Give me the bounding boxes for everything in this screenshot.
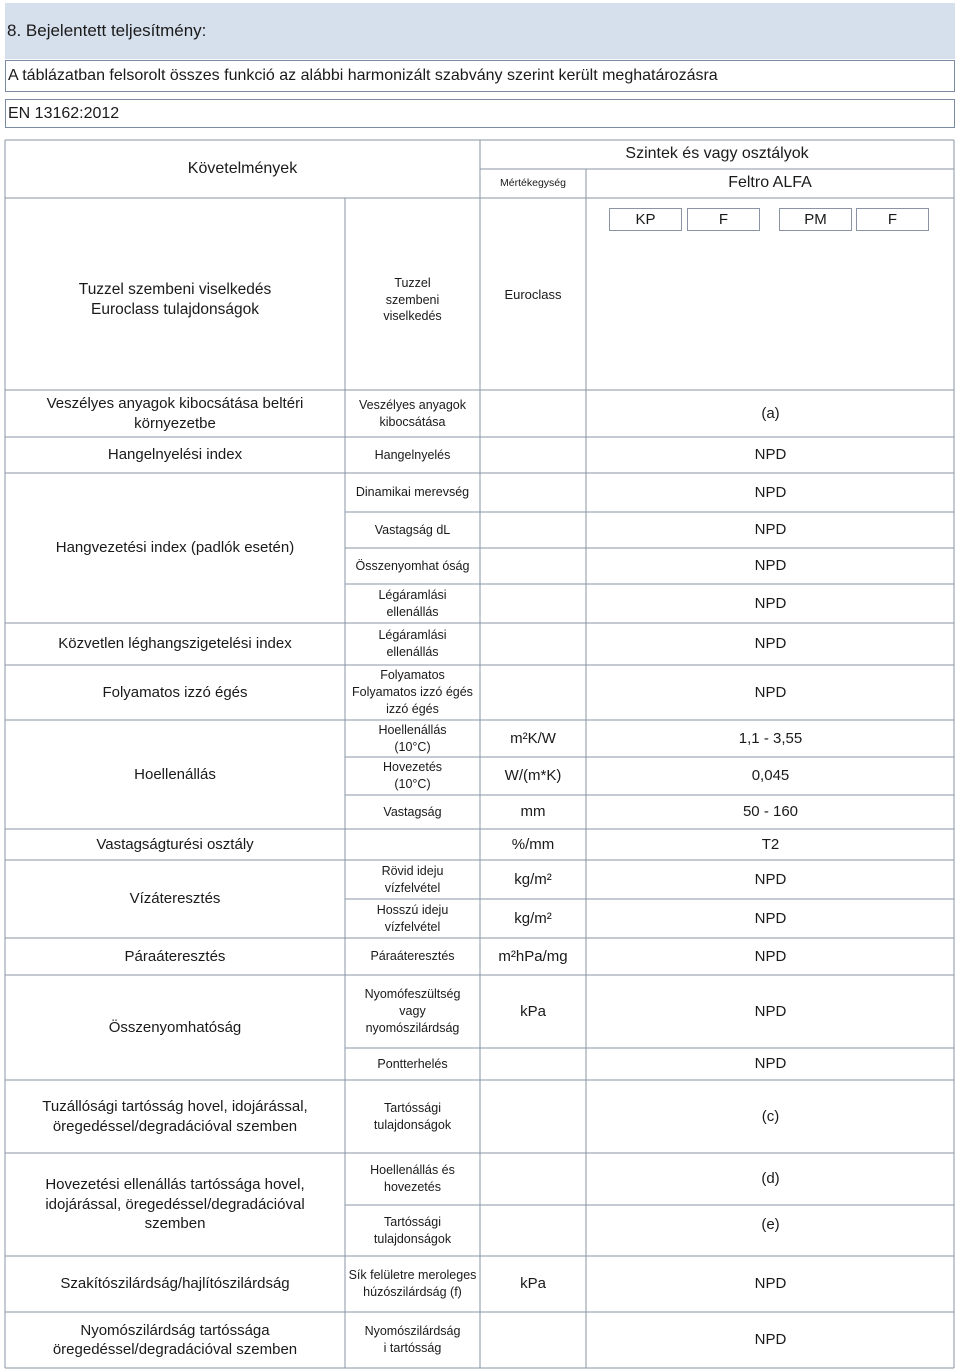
tolerance-unit: %/mm xyxy=(511,835,555,853)
airflow-characteristic-2: Légáramlási ellenállás xyxy=(378,628,447,659)
thickness-value: 50 - 160 xyxy=(742,803,799,821)
hazardous-requirement: Veszélyes anyagok kibocsátása beltéri környezetbe xyxy=(46,395,304,432)
tensile-strength-value: NPD xyxy=(754,1275,787,1293)
header-unit: Mértékegység xyxy=(500,176,566,189)
compressibility-characteristic: Összenyomhat óság xyxy=(355,558,470,573)
thickness-characteristic: Vastagság xyxy=(383,804,442,819)
vapour-permeability-value: NPD xyxy=(754,947,787,965)
thermal-conductivity-value: 0,045 xyxy=(751,767,790,785)
short-term-water-unit: kg/m² xyxy=(514,870,552,888)
thickness-unit: mm xyxy=(520,803,546,821)
thermal-durability-value-2: (e) xyxy=(761,1216,780,1234)
variant-f1: F xyxy=(687,208,760,231)
hazardous-value: (a) xyxy=(761,404,780,422)
airflow-characteristic-1: Légáramlási ellenállás xyxy=(378,587,447,619)
vapour-permeability-requirement: Páraáteresztés xyxy=(124,947,226,965)
point-load-characteristic: Pontterhelés xyxy=(377,1056,448,1071)
short-term-water-characteristic: Rövid ideju vízfelvétel xyxy=(381,863,444,895)
fire-unit: Euroclass xyxy=(504,286,562,302)
water-permeability-requirement: Vízáteresztés xyxy=(129,890,221,908)
airflow-value-1: NPD xyxy=(754,594,787,612)
header-levels: Szintek és vagy osztályok xyxy=(625,145,809,163)
dynamic-stiffness-characteristic: Dinamikai merevség xyxy=(355,485,470,500)
absorption-requirement: Hangelnyelési index xyxy=(107,446,243,464)
thermal-resistance-requirement: Hoellenállás xyxy=(134,765,216,783)
section-title: 8. Bejelentett teljesítmény: xyxy=(5,3,955,59)
point-load-value: NPD xyxy=(754,1055,787,1073)
long-term-water-unit: kg/m² xyxy=(514,909,552,927)
thermal-durability-characteristic-2: Tartóssági tulajdonságok xyxy=(373,1214,452,1246)
variant-kp: KP xyxy=(609,208,682,231)
absorption-characteristic: Hangelnyelés xyxy=(374,447,451,462)
header-requirements: Követelmények xyxy=(187,159,298,177)
thickness-dl-characteristic: Vastagság dL xyxy=(374,522,451,537)
impact-sound-requirement: Hangvezetési index (padlók esetén) xyxy=(55,539,295,557)
hazardous-characteristic: Veszélyes anyagok kibocsátása xyxy=(358,397,466,429)
tensile-strength-unit: kPa xyxy=(520,1275,546,1293)
thermal-resistance-value: 1,1 - 3,55 xyxy=(738,729,803,747)
absorption-value: NPD xyxy=(754,446,787,464)
dynamic-stiffness-value: NPD xyxy=(754,483,787,501)
thermal-durability-value-1: (d) xyxy=(761,1170,780,1188)
compressive-durability-characteristic: Nyomószilárdság i tartósság xyxy=(364,1324,461,1355)
compressive-stress-characteristic: Nyomófeszültség vagy nyomószilárdság xyxy=(364,987,461,1035)
glowing-combustion-value: NPD xyxy=(754,683,787,701)
tolerance-requirement: Vastagságturési osztály xyxy=(96,835,254,853)
thermal-conductivity-unit: W/(m*K) xyxy=(504,767,562,785)
short-term-water-value: NPD xyxy=(754,870,787,888)
tensile-strength-characteristic: Sík felületre meroleges húzószilárdság (f) xyxy=(348,1268,477,1299)
compressive-stress-unit: kPa xyxy=(520,1002,546,1020)
fire-durability-characteristic: Tartóssági tulajdonságok xyxy=(373,1100,452,1132)
long-term-water-characteristic: Hosszú ideju vízfelvétel xyxy=(376,902,449,934)
tolerance-value: T2 xyxy=(761,835,780,853)
variant-pm: PM xyxy=(779,208,852,231)
fire-requirement: Tuzzel szembeni viselkedés Euroclass tulajdonságok xyxy=(78,280,272,318)
compressibility-value: NPD xyxy=(754,557,787,575)
tensile-strength-requirement: Szakítószilárdság/hajlítószilárdság xyxy=(60,1275,290,1293)
thickness-dl-value: NPD xyxy=(754,521,787,539)
glowing-combustion-requirement: Folyamatos izzó égés xyxy=(102,683,248,701)
header-product: Feltro ALFA xyxy=(728,174,812,192)
glowing-combustion-characteristic: Folyamatos Folyamatos izzó égés izzó égés xyxy=(352,668,473,716)
fire-durability-requirement: Tuzállósági tartósság hovel, idojárással, öregedéssel/degradációval szemben xyxy=(42,1098,308,1135)
variant-f2: F xyxy=(856,208,929,231)
long-term-water-value: NPD xyxy=(754,909,787,927)
fire-durability-value: (c) xyxy=(761,1107,780,1125)
compressive-durability-value: NPD xyxy=(754,1331,787,1349)
compressive-durability-requirement: Nyomószilárdság tartóssága öregedéssel/degradációval szemben xyxy=(52,1321,298,1358)
fire-characteristic: Tuzzel szembeni viselkedés xyxy=(383,275,442,324)
thermal-resistance-unit: m²K/W xyxy=(510,729,556,747)
compressibility-requirement: Összenyomhatóság xyxy=(108,1018,242,1036)
thermal-durability-requirement: Hovezetési ellenállás tartóssága hovel, idojárással, öregedéssel/degradációval szemben xyxy=(45,1176,305,1233)
airflow-value-2: NPD xyxy=(754,635,787,653)
thermal-resistance-characteristic: Hoellenállás (10°C) xyxy=(378,722,447,754)
intro-text: A táblázatban felsorolt összes funkció az alábbi harmonizált szabvány szerint került meghatározásra xyxy=(5,60,955,92)
compressive-stress-value: NPD xyxy=(754,1002,787,1020)
thermal-durability-characteristic-1: Hoellenállás és hovezetés xyxy=(370,1163,455,1194)
standard-code: EN 13162:2012 xyxy=(5,99,955,128)
vapour-permeability-characteristic: Páraáteresztés xyxy=(370,949,455,964)
vapour-permeability-unit: m²hPa/mg xyxy=(498,947,568,965)
thermal-conductivity-characteristic: Hovezetés (10°C) xyxy=(382,760,443,791)
airborne-sound-requirement: Közvetlen léghangszigetelési index xyxy=(58,635,292,653)
